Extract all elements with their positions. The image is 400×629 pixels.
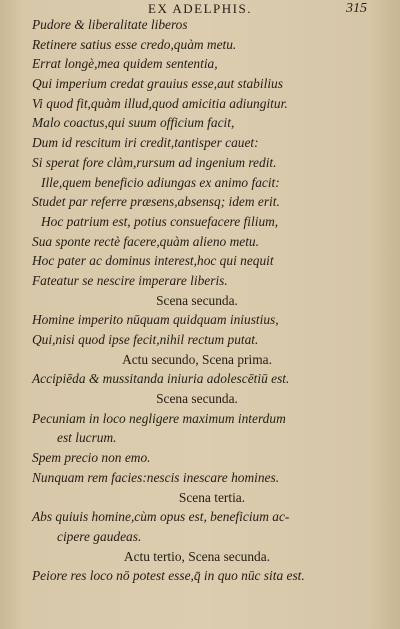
text-line: Vi quod fit,quàm illud,quod amicitia adiungitur. bbox=[32, 95, 288, 111]
text-line: Abs quiuis homine,cùm opus est, beneficium ac- bbox=[32, 509, 290, 525]
page-number: 315 bbox=[346, 1, 367, 16]
text-line: Hoc pater ac dominus interest,hoc qui nequit bbox=[32, 253, 274, 269]
text-line: Homine imperito nūquam quidquam iniustius, bbox=[32, 312, 279, 328]
text-line: Studet par referre præsens,absensq; idem erit. bbox=[32, 194, 280, 210]
text-line: Ille,quem beneficio adiungas ex animo facit: bbox=[41, 174, 280, 190]
scene-heading: Scena tertia. bbox=[178, 489, 246, 505]
text-line: Spem precio non emo. bbox=[32, 450, 151, 466]
text-line: Fateatur se nescire imperare liberis. bbox=[32, 272, 228, 288]
text-line: cipere gaudeas. bbox=[57, 528, 142, 544]
text-line: Pudore & liberalitate liberos bbox=[32, 17, 188, 32]
text-line: Dum id rescitum iri credit,tantisper cauet: bbox=[32, 135, 259, 151]
text-line: Pecuniam in loco negligere maximum interdum bbox=[32, 410, 286, 426]
text-line: Sua sponte rectè facere,quàm alieno metu. bbox=[32, 233, 259, 249]
text-line: Peiore res loco nō potest esse,q̄ in quo nūc sita est. bbox=[32, 568, 305, 584]
text-line: Hoc patrium est, potius consuefacere filium, bbox=[41, 213, 279, 229]
text-line: Accipiēda & mussitanda iniuria adolescētiū est. bbox=[32, 371, 290, 387]
text-line: Retinere satius esse credo,quàm metu. bbox=[32, 36, 237, 52]
text-line: Nunquam rem facies:nescis inescare homines. bbox=[32, 469, 280, 485]
text-line: Qui imperium credat grauius esse,aut stabilius bbox=[32, 76, 283, 92]
scene-heading: Scena secunda. bbox=[156, 292, 238, 308]
scene-heading: Actu secundo, Scena prima. bbox=[122, 351, 272, 367]
text-line: est lucrum. bbox=[57, 430, 117, 446]
text-line: Qui,nisi quod ipse fecit,nihil rectum putat. bbox=[32, 332, 259, 347]
text-block bbox=[27, 15, 367, 586]
text-line: Errat longè,mea quidem sententia, bbox=[32, 56, 218, 72]
text-line: Si sperat fore clàm,rursum ad ingenium redit. bbox=[32, 154, 277, 170]
running-head: EX ADELPHIS. bbox=[148, 1, 252, 16]
scene-heading: Actu tertio, Scena secunda. bbox=[123, 548, 271, 564]
scene-heading: Scena secunda. bbox=[156, 391, 238, 407]
text-line: Malo coactus,qui suum officium facit, bbox=[32, 115, 235, 131]
